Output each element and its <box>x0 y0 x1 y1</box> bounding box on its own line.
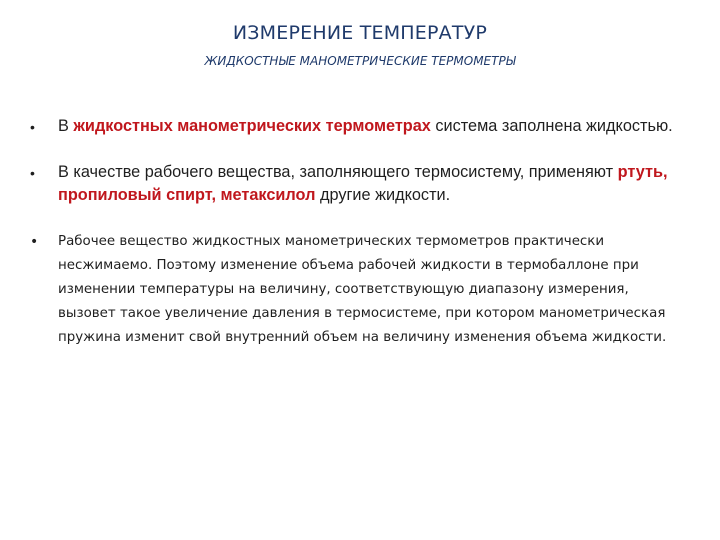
bullet-2-text-end: другие жидкости. <box>315 186 451 204</box>
bullet-item-2 <box>30 161 690 207</box>
bullet-marker: • <box>30 165 35 181</box>
bullet-item-3 <box>30 230 690 350</box>
bullet-2-text-start: В качестве рабочего вещества, заполняющего термосистему, применяют <box>58 163 618 181</box>
bullet-1-text-end: система заполнена жидкостью. <box>430 117 673 135</box>
slide-subtitle: ЖИДКОСТНЫЕ МАНОМЕТРИЧЕСКИЕ ТЕРМОМЕТРЫ <box>204 54 516 68</box>
bullet-1-text-start: В <box>58 117 74 135</box>
bullet-marker: • <box>30 119 35 135</box>
bullet-item-1 <box>30 115 690 138</box>
bullet-3-text: Рабочее вещество жидкостных манометрических термометров практически несжимаемо. Поэтому изменение объема рабочей жидкости в термобаллоне при изменении температуры на величину, соответствующую диапазону измерения, вызовет такое увеличение давления в термосистеме, при котором манометрическая пружина изменит свой внутренний объем на величину изменения объема жидкости. <box>58 234 667 345</box>
bullet-2-highlight: ртуть, пропиловый спирт, метаксилол <box>58 163 668 204</box>
bullet-list <box>30 115 690 373</box>
bullet-marker: • <box>30 234 39 250</box>
bullet-1-highlight: жидкостных манометрических термометрах <box>73 117 431 135</box>
slide-title: ИЗМЕРЕНИЕ ТЕМПЕРАТУР <box>232 22 488 44</box>
